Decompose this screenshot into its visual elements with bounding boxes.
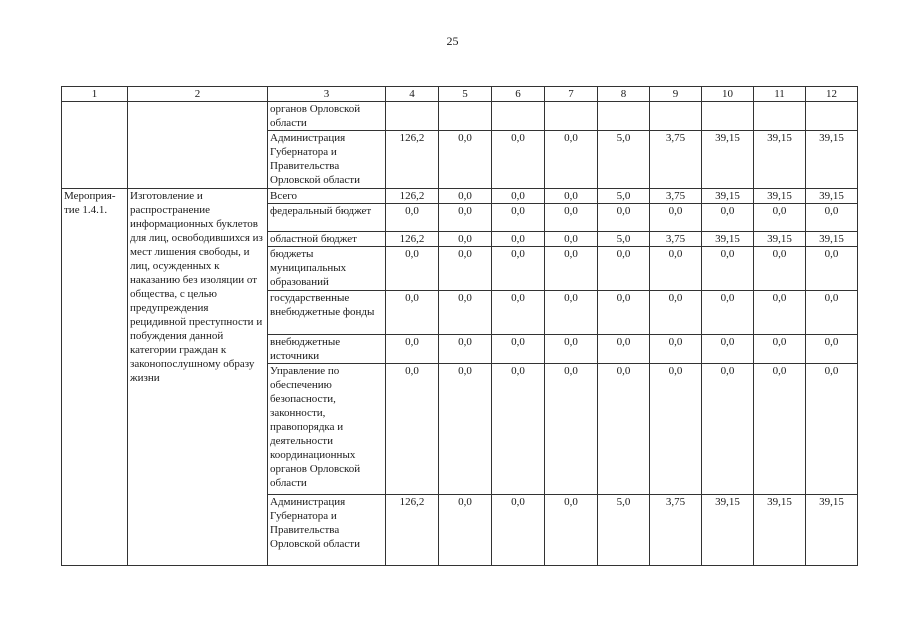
header-cell: 6 [492,87,545,102]
empty-description-cell [128,102,268,189]
value-cell: 0,0 [650,291,702,335]
value-cell: 39,15 [806,131,858,189]
header-cell: 9 [650,87,702,102]
value-cell [702,102,754,131]
value-cell: 0,0 [439,189,492,204]
table-row [62,189,858,204]
funding-source-cell: федеральный бюджет [268,204,386,232]
value-cell: 126,2 [386,131,439,189]
value-cell: 0,0 [545,247,598,291]
value-cell: 0,0 [492,495,545,566]
value-cell: 0,0 [439,232,492,247]
value-cell: 39,15 [806,189,858,204]
value-cell: 0,0 [754,364,806,495]
value-cell: 3,75 [650,232,702,247]
value-cell: 0,0 [439,364,492,495]
value-cell: 0,0 [386,204,439,232]
value-cell [650,102,702,131]
value-cell: 0,0 [702,364,754,495]
value-cell: 5,0 [598,495,650,566]
value-cell [754,102,806,131]
value-cell: 39,15 [754,495,806,566]
value-cell: 0,0 [386,291,439,335]
value-cell: 0,0 [702,335,754,364]
value-cell [598,102,650,131]
value-cell: 0,0 [806,204,858,232]
value-cell: 0,0 [492,335,545,364]
value-cell: 0,0 [386,335,439,364]
value-cell: 0,0 [439,495,492,566]
value-cell: 0,0 [492,247,545,291]
page-number: 25 [446,34,459,48]
value-cell: 0,0 [492,131,545,189]
value-cell: 126,2 [386,495,439,566]
value-cell: 0,0 [439,291,492,335]
value-cell: 0,0 [545,495,598,566]
value-cell: 0,0 [650,247,702,291]
value-cell: 0,0 [598,247,650,291]
value-cell: 0,0 [545,131,598,189]
budget-table [61,86,858,566]
funding-source-cell: органов Орловской области [268,102,386,131]
header-cell: 1 [62,87,128,102]
header-cell: 3 [268,87,386,102]
funding-source-cell: бюджеты муниципальных образований [268,247,386,291]
value-cell: 0,0 [386,247,439,291]
value-cell: 5,0 [598,189,650,204]
empty-code-cell [62,102,128,189]
value-cell: 0,0 [439,131,492,189]
value-cell: 0,0 [545,364,598,495]
value-cell: 0,0 [386,364,439,495]
table-row [62,102,858,131]
value-cell: 0,0 [545,204,598,232]
funding-source-cell: Управление по обеспечению безопасности, законности, правопорядка и деятельности координационных органов Орловской области [268,364,386,495]
value-cell: 3,75 [650,189,702,204]
header-cell: 11 [754,87,806,102]
header-cell: 4 [386,87,439,102]
value-cell: 0,0 [439,335,492,364]
value-cell: 0,0 [806,247,858,291]
value-cell: 0,0 [598,204,650,232]
value-cell [386,102,439,131]
header-cell: 5 [439,87,492,102]
value-cell: 0,0 [702,247,754,291]
value-cell: 126,2 [386,232,439,247]
value-cell: 0,0 [492,291,545,335]
value-cell: 0,0 [492,364,545,495]
funding-source-cell: государственные внебюджетные фонды [268,291,386,335]
value-cell [439,102,492,131]
header-cell: 8 [598,87,650,102]
measure-description-cell: Изготовление и распространение информационных буклетов для лиц, освободившихся из мест лишения свободы, и лиц, осужденных к наказанию без изоляции от общества, с целью предупреждения рецидивной преступности и побуждения данной категории граждан к законопослушному образу жизни [128,189,268,566]
value-cell: 0,0 [702,291,754,335]
value-cell: 0,0 [702,204,754,232]
value-cell: 0,0 [806,364,858,495]
value-cell: 3,75 [650,131,702,189]
value-cell: 0,0 [492,232,545,247]
value-cell: 39,15 [702,495,754,566]
value-cell [492,102,545,131]
value-cell: 0,0 [754,291,806,335]
funding-source-cell: Администрация Губернатора и Правительства Орловской области [268,495,386,566]
value-cell: 0,0 [492,204,545,232]
funding-source-cell: внебюджетные источники [268,335,386,364]
value-cell: 39,15 [806,232,858,247]
header-cell: 2 [128,87,268,102]
value-cell: 0,0 [650,335,702,364]
value-cell: 0,0 [754,335,806,364]
funding-source-cell: Всего [268,189,386,204]
value-cell: 3,75 [650,495,702,566]
value-cell: 0,0 [598,291,650,335]
value-cell: 126,2 [386,189,439,204]
value-cell: 39,15 [702,189,754,204]
value-cell: 0,0 [650,364,702,495]
value-cell: 0,0 [806,291,858,335]
header-cell: 10 [702,87,754,102]
value-cell: 0,0 [545,232,598,247]
value-cell: 0,0 [439,204,492,232]
value-cell: 39,15 [702,131,754,189]
value-cell: 5,0 [598,131,650,189]
value-cell: 0,0 [754,247,806,291]
value-cell: 5,0 [598,232,650,247]
value-cell: 0,0 [545,291,598,335]
header-cell: 7 [545,87,598,102]
value-cell: 39,15 [754,232,806,247]
value-cell: 0,0 [545,335,598,364]
value-cell: 39,15 [754,189,806,204]
value-cell: 39,15 [806,495,858,566]
funding-source-cell: областной бюджет [268,232,386,247]
measure-code-cell: Мероприя-тие 1.4.1. [62,189,128,566]
value-cell: 39,15 [702,232,754,247]
value-cell [545,102,598,131]
value-cell: 0,0 [545,189,598,204]
value-cell: 0,0 [806,335,858,364]
value-cell: 0,0 [598,364,650,495]
header-row [62,87,858,102]
value-cell: 0,0 [650,204,702,232]
value-cell: 39,15 [754,131,806,189]
funding-source-cell: Администрация Губернатора и Правительства Орловской области [268,131,386,189]
value-cell: 0,0 [754,204,806,232]
value-cell: 0,0 [439,247,492,291]
value-cell: 0,0 [492,189,545,204]
header-cell: 12 [806,87,858,102]
value-cell [806,102,858,131]
value-cell: 0,0 [598,335,650,364]
